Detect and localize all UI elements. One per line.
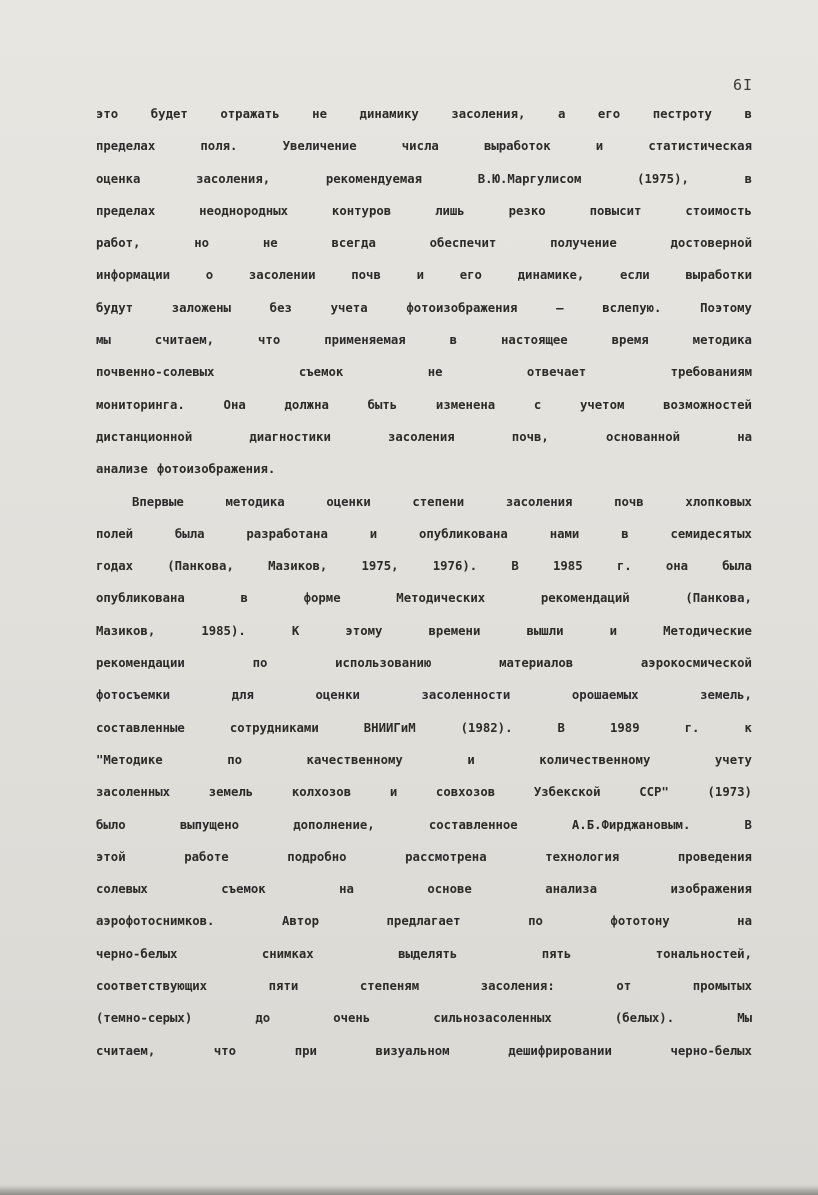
text-word: числа bbox=[401, 139, 439, 154]
text-word: (Панкова, bbox=[685, 591, 752, 606]
text-word: рекомендации bbox=[96, 656, 185, 671]
text-word: работе bbox=[184, 849, 229, 864]
text-word: его bbox=[459, 268, 482, 283]
text-word: учету bbox=[714, 752, 752, 767]
text-word: возможностей bbox=[663, 397, 752, 412]
text-word: лишь bbox=[435, 203, 465, 218]
text-word: обеспечит bbox=[429, 236, 497, 251]
text-word: считаем, bbox=[96, 1043, 156, 1058]
text-word: работ, bbox=[96, 236, 141, 251]
text-word: пяти bbox=[268, 979, 299, 994]
text-word: ССР" bbox=[639, 785, 669, 800]
text-word: 1975, bbox=[361, 559, 399, 574]
text-word: засоления bbox=[505, 494, 573, 509]
text-word: основанной bbox=[605, 429, 681, 444]
text-word: выработок bbox=[483, 139, 551, 154]
text-word: отвечает bbox=[526, 365, 587, 380]
text-word: от bbox=[616, 979, 632, 994]
text-line bbox=[96, 134, 752, 166]
text-word: пределах bbox=[96, 139, 156, 154]
text-word: дополнение, bbox=[293, 817, 375, 832]
text-word: подробно bbox=[287, 849, 347, 864]
text-word: (белых). bbox=[614, 1011, 675, 1026]
text-line bbox=[96, 1006, 752, 1038]
text-word: фотоизображения. bbox=[156, 462, 276, 477]
text-line bbox=[96, 199, 752, 231]
text-word: выделять bbox=[398, 946, 458, 961]
text-word: но bbox=[194, 236, 210, 251]
text-word: ВНИИГиМ bbox=[363, 720, 416, 735]
text-line bbox=[96, 619, 752, 651]
text-word: – bbox=[556, 300, 564, 315]
text-word: достоверной bbox=[670, 236, 752, 251]
text-word: изображения bbox=[670, 882, 752, 897]
text-word: не bbox=[427, 365, 443, 380]
text-word: вслепую. bbox=[602, 300, 662, 315]
text-line bbox=[96, 1039, 752, 1071]
text-line bbox=[96, 780, 752, 812]
text-word: степени bbox=[412, 494, 465, 509]
text-word: Мазиков, bbox=[268, 559, 328, 574]
text-line bbox=[96, 425, 752, 457]
text-word: по bbox=[528, 914, 543, 929]
text-word: неоднородных bbox=[199, 203, 288, 218]
text-word: и bbox=[467, 752, 475, 767]
text-word: семидесятых bbox=[670, 526, 752, 541]
text-word: снимках bbox=[261, 946, 314, 961]
text-word: по bbox=[252, 656, 268, 671]
text-word: рекомендуемая bbox=[325, 171, 423, 186]
text-word: по bbox=[227, 752, 242, 767]
text-word: качественному bbox=[306, 752, 403, 767]
text-line bbox=[96, 167, 752, 199]
text-word: на bbox=[737, 429, 752, 444]
text-word: диагностики bbox=[249, 429, 331, 444]
text-line bbox=[96, 651, 752, 683]
text-word: составленные bbox=[96, 720, 185, 735]
text-word: предлагает bbox=[386, 914, 461, 929]
text-word: "Методике bbox=[96, 752, 163, 767]
text-word: в bbox=[744, 171, 752, 186]
text-word: этой bbox=[96, 849, 126, 864]
text-word: нами bbox=[549, 526, 580, 541]
text-word: о bbox=[205, 268, 214, 283]
text-word: и bbox=[609, 623, 618, 638]
text-word: почв, bbox=[511, 429, 549, 444]
text-word: оценка bbox=[96, 171, 141, 186]
text-line bbox=[96, 909, 752, 941]
text-word: 1985). bbox=[201, 623, 246, 638]
text-word: была bbox=[722, 559, 752, 574]
text-word: В bbox=[511, 559, 519, 574]
text-word: будет bbox=[150, 107, 188, 121]
text-word: изменена bbox=[435, 397, 496, 412]
text-word: очень bbox=[333, 1011, 371, 1026]
text-word: орошаемых bbox=[571, 688, 639, 703]
text-line bbox=[96, 393, 752, 425]
text-word: почв bbox=[351, 268, 381, 283]
text-word: визуальном bbox=[375, 1043, 450, 1058]
text-line bbox=[96, 457, 752, 489]
text-word: промытых bbox=[692, 979, 752, 994]
text-word: заложены bbox=[171, 300, 231, 315]
text-line bbox=[96, 490, 752, 522]
text-word: должна bbox=[284, 397, 329, 412]
text-line bbox=[96, 716, 752, 748]
text-word: была bbox=[174, 526, 205, 541]
text-word: в bbox=[621, 526, 629, 541]
text-word: фотосъемки bbox=[96, 688, 171, 703]
text-word: до bbox=[255, 1011, 271, 1026]
text-word: дистанционной bbox=[96, 429, 193, 444]
text-word: Мазиков, bbox=[96, 623, 156, 638]
text-word: к bbox=[744, 720, 752, 735]
text-word: резко bbox=[508, 203, 546, 218]
text-word: засоления, bbox=[196, 171, 271, 186]
text-line bbox=[96, 231, 752, 263]
text-word: съемок bbox=[221, 882, 266, 897]
text-word: использованию bbox=[335, 656, 432, 671]
text-word: количественному bbox=[539, 752, 651, 767]
text-word: совхозов bbox=[435, 785, 496, 800]
text-word: аэрокосмической bbox=[640, 656, 752, 671]
text-word: в bbox=[449, 333, 458, 348]
text-word: рекомендаций bbox=[540, 591, 630, 606]
text-word: засоления, bbox=[451, 107, 526, 121]
page-number: 6I bbox=[733, 76, 754, 94]
text-word: оценки bbox=[315, 688, 360, 703]
text-word: А.Б.Фирджановым. bbox=[571, 817, 691, 832]
text-word: этому bbox=[345, 623, 383, 638]
text-word: технология bbox=[545, 849, 620, 864]
text-word: (1975), bbox=[637, 171, 689, 186]
text-word: пестроту bbox=[652, 107, 712, 121]
text-word: (Панкова, bbox=[167, 559, 234, 574]
text-word: она bbox=[665, 559, 689, 574]
text-word: 1989 bbox=[609, 720, 640, 735]
text-word: хлопковых bbox=[685, 494, 752, 509]
text-word: контуров bbox=[331, 203, 392, 218]
text-word: выработки bbox=[685, 268, 752, 283]
text-word: информации bbox=[96, 268, 171, 283]
text-word: на bbox=[339, 882, 354, 897]
text-word: применяемая bbox=[324, 333, 406, 348]
text-line bbox=[96, 748, 752, 780]
text-word: методика bbox=[225, 494, 285, 509]
text-word: вышли bbox=[526, 623, 564, 638]
text-word: В.Ю.Маргулисом bbox=[477, 171, 582, 186]
text-word: сильнозасоленных bbox=[433, 1011, 552, 1026]
scan-bottom-edge bbox=[0, 1185, 818, 1195]
text-word: фотоизображения bbox=[406, 300, 518, 315]
text-word: что bbox=[258, 333, 281, 348]
text-word: мы bbox=[96, 333, 111, 348]
text-word: пять bbox=[541, 946, 572, 961]
text-word: основе bbox=[427, 882, 472, 897]
text-line bbox=[96, 942, 752, 974]
text-word: соответствующих bbox=[96, 979, 208, 994]
text-word: материалов bbox=[499, 656, 574, 671]
text-word: В bbox=[557, 720, 565, 735]
text-word: это bbox=[96, 107, 119, 121]
text-word: Впервые bbox=[132, 494, 184, 509]
text-word: не bbox=[262, 236, 278, 251]
text-word: если bbox=[620, 268, 650, 283]
text-word: динамику bbox=[359, 107, 419, 121]
text-line bbox=[96, 813, 752, 845]
text-word: колхозов bbox=[291, 785, 352, 800]
text-word: 1976). bbox=[432, 559, 478, 574]
text-word: повысит bbox=[589, 203, 642, 218]
text-line bbox=[96, 328, 752, 360]
text-word: г. bbox=[684, 720, 700, 735]
text-line bbox=[96, 296, 752, 328]
text-word: аэрофотоснимков. bbox=[96, 914, 215, 929]
text-word: рассмотрена bbox=[405, 849, 487, 864]
text-word: засоления: bbox=[480, 979, 555, 994]
text-line bbox=[96, 263, 752, 295]
text-word: земель bbox=[208, 785, 254, 800]
text-word: что bbox=[213, 1043, 237, 1058]
text-word: отражать bbox=[220, 107, 280, 121]
text-word: сотрудниками bbox=[229, 720, 319, 735]
text-word: времени bbox=[428, 623, 481, 638]
text-word: съемок bbox=[298, 365, 344, 380]
text-word: опубликована bbox=[419, 526, 508, 541]
text-word: черно-белых bbox=[670, 1043, 752, 1058]
text-word: выпущено bbox=[179, 817, 240, 832]
text-word: Увеличение bbox=[282, 139, 357, 154]
text-line bbox=[96, 522, 752, 554]
text-word: учета bbox=[330, 300, 368, 315]
text-word: степеням bbox=[359, 979, 420, 994]
text-word: поля. bbox=[200, 139, 238, 154]
text-word: (темно-серых) bbox=[96, 1011, 193, 1026]
text-word: Мы bbox=[737, 1011, 752, 1026]
text-word: и bbox=[595, 139, 604, 154]
text-word: время bbox=[611, 333, 649, 348]
text-word: в bbox=[744, 107, 752, 121]
text-word: для bbox=[231, 688, 254, 703]
text-word: (1982). bbox=[460, 720, 513, 735]
text-word: и bbox=[389, 785, 398, 800]
text-word: почвенно-солевых bbox=[96, 365, 215, 380]
text-word: засоленных bbox=[96, 785, 171, 800]
text-word: 1985 bbox=[552, 559, 583, 574]
text-word: получение bbox=[550, 236, 617, 251]
text-word: К bbox=[291, 623, 300, 638]
text-word: оценки bbox=[326, 494, 371, 509]
text-word: Она bbox=[223, 397, 246, 412]
text-word: и bbox=[416, 268, 424, 283]
text-word: и bbox=[369, 526, 378, 541]
text-word: Методических bbox=[396, 591, 486, 606]
text-word: в bbox=[240, 591, 248, 606]
text-word: фототону bbox=[610, 914, 670, 929]
text-word: составленное bbox=[428, 817, 518, 832]
text-word: будут bbox=[96, 300, 134, 315]
text-word: методика bbox=[692, 333, 752, 348]
body-text bbox=[96, 102, 752, 1071]
text-word: анализа bbox=[545, 882, 598, 897]
text-word: засоления bbox=[388, 429, 455, 444]
text-word: на bbox=[737, 914, 752, 929]
text-word: почв bbox=[614, 494, 644, 509]
text-word: без bbox=[269, 300, 292, 315]
text-line bbox=[96, 554, 752, 586]
text-word: полей bbox=[96, 526, 134, 541]
text-line bbox=[96, 877, 752, 909]
text-word: черно-белых bbox=[96, 946, 178, 961]
text-word: земель, bbox=[700, 688, 752, 703]
text-word: мониторинга. bbox=[96, 397, 185, 412]
text-word: не bbox=[312, 107, 327, 121]
text-line bbox=[96, 974, 752, 1006]
text-word: В bbox=[744, 817, 752, 832]
text-word: быть bbox=[367, 397, 398, 412]
text-word: (1973) bbox=[707, 785, 752, 800]
text-word: настоящее bbox=[501, 333, 568, 348]
text-word: дешифрировании bbox=[508, 1043, 612, 1058]
text-word: годах bbox=[96, 559, 134, 574]
text-line bbox=[96, 586, 752, 618]
text-word: Поэтому bbox=[700, 300, 752, 315]
text-word: учетом bbox=[579, 397, 625, 412]
text-word: Узбекской bbox=[533, 785, 601, 800]
text-word: засоленности bbox=[421, 688, 511, 703]
text-word: пределах bbox=[96, 203, 156, 218]
text-line bbox=[96, 845, 752, 877]
text-line bbox=[96, 102, 752, 134]
text-word: динамике, bbox=[517, 268, 585, 283]
text-word: всегда bbox=[331, 236, 376, 251]
text-word: Методические bbox=[663, 623, 752, 638]
text-word: Автор bbox=[281, 914, 320, 929]
text-word: засолении bbox=[248, 268, 316, 283]
text-word: тональностей, bbox=[655, 946, 752, 961]
text-word: форме bbox=[303, 591, 341, 606]
text-word: требованиям bbox=[670, 365, 752, 380]
text-word: а bbox=[557, 107, 566, 121]
text-word: солевых bbox=[96, 882, 148, 897]
text-word: опубликована bbox=[96, 591, 185, 606]
text-word: статистическая bbox=[648, 139, 752, 154]
text-word: было bbox=[96, 817, 126, 832]
text-word: его bbox=[597, 107, 621, 121]
text-line bbox=[96, 360, 752, 392]
text-word: анализе bbox=[96, 462, 148, 477]
text-word: разработана bbox=[246, 526, 328, 541]
text-word: при bbox=[294, 1043, 317, 1058]
text-word: проведения bbox=[677, 849, 752, 864]
text-line bbox=[96, 683, 752, 715]
text-word: с bbox=[533, 397, 542, 412]
text-word: стоимость bbox=[685, 203, 752, 218]
text-word: г. bbox=[616, 559, 632, 574]
text-word: считаем, bbox=[154, 333, 215, 348]
